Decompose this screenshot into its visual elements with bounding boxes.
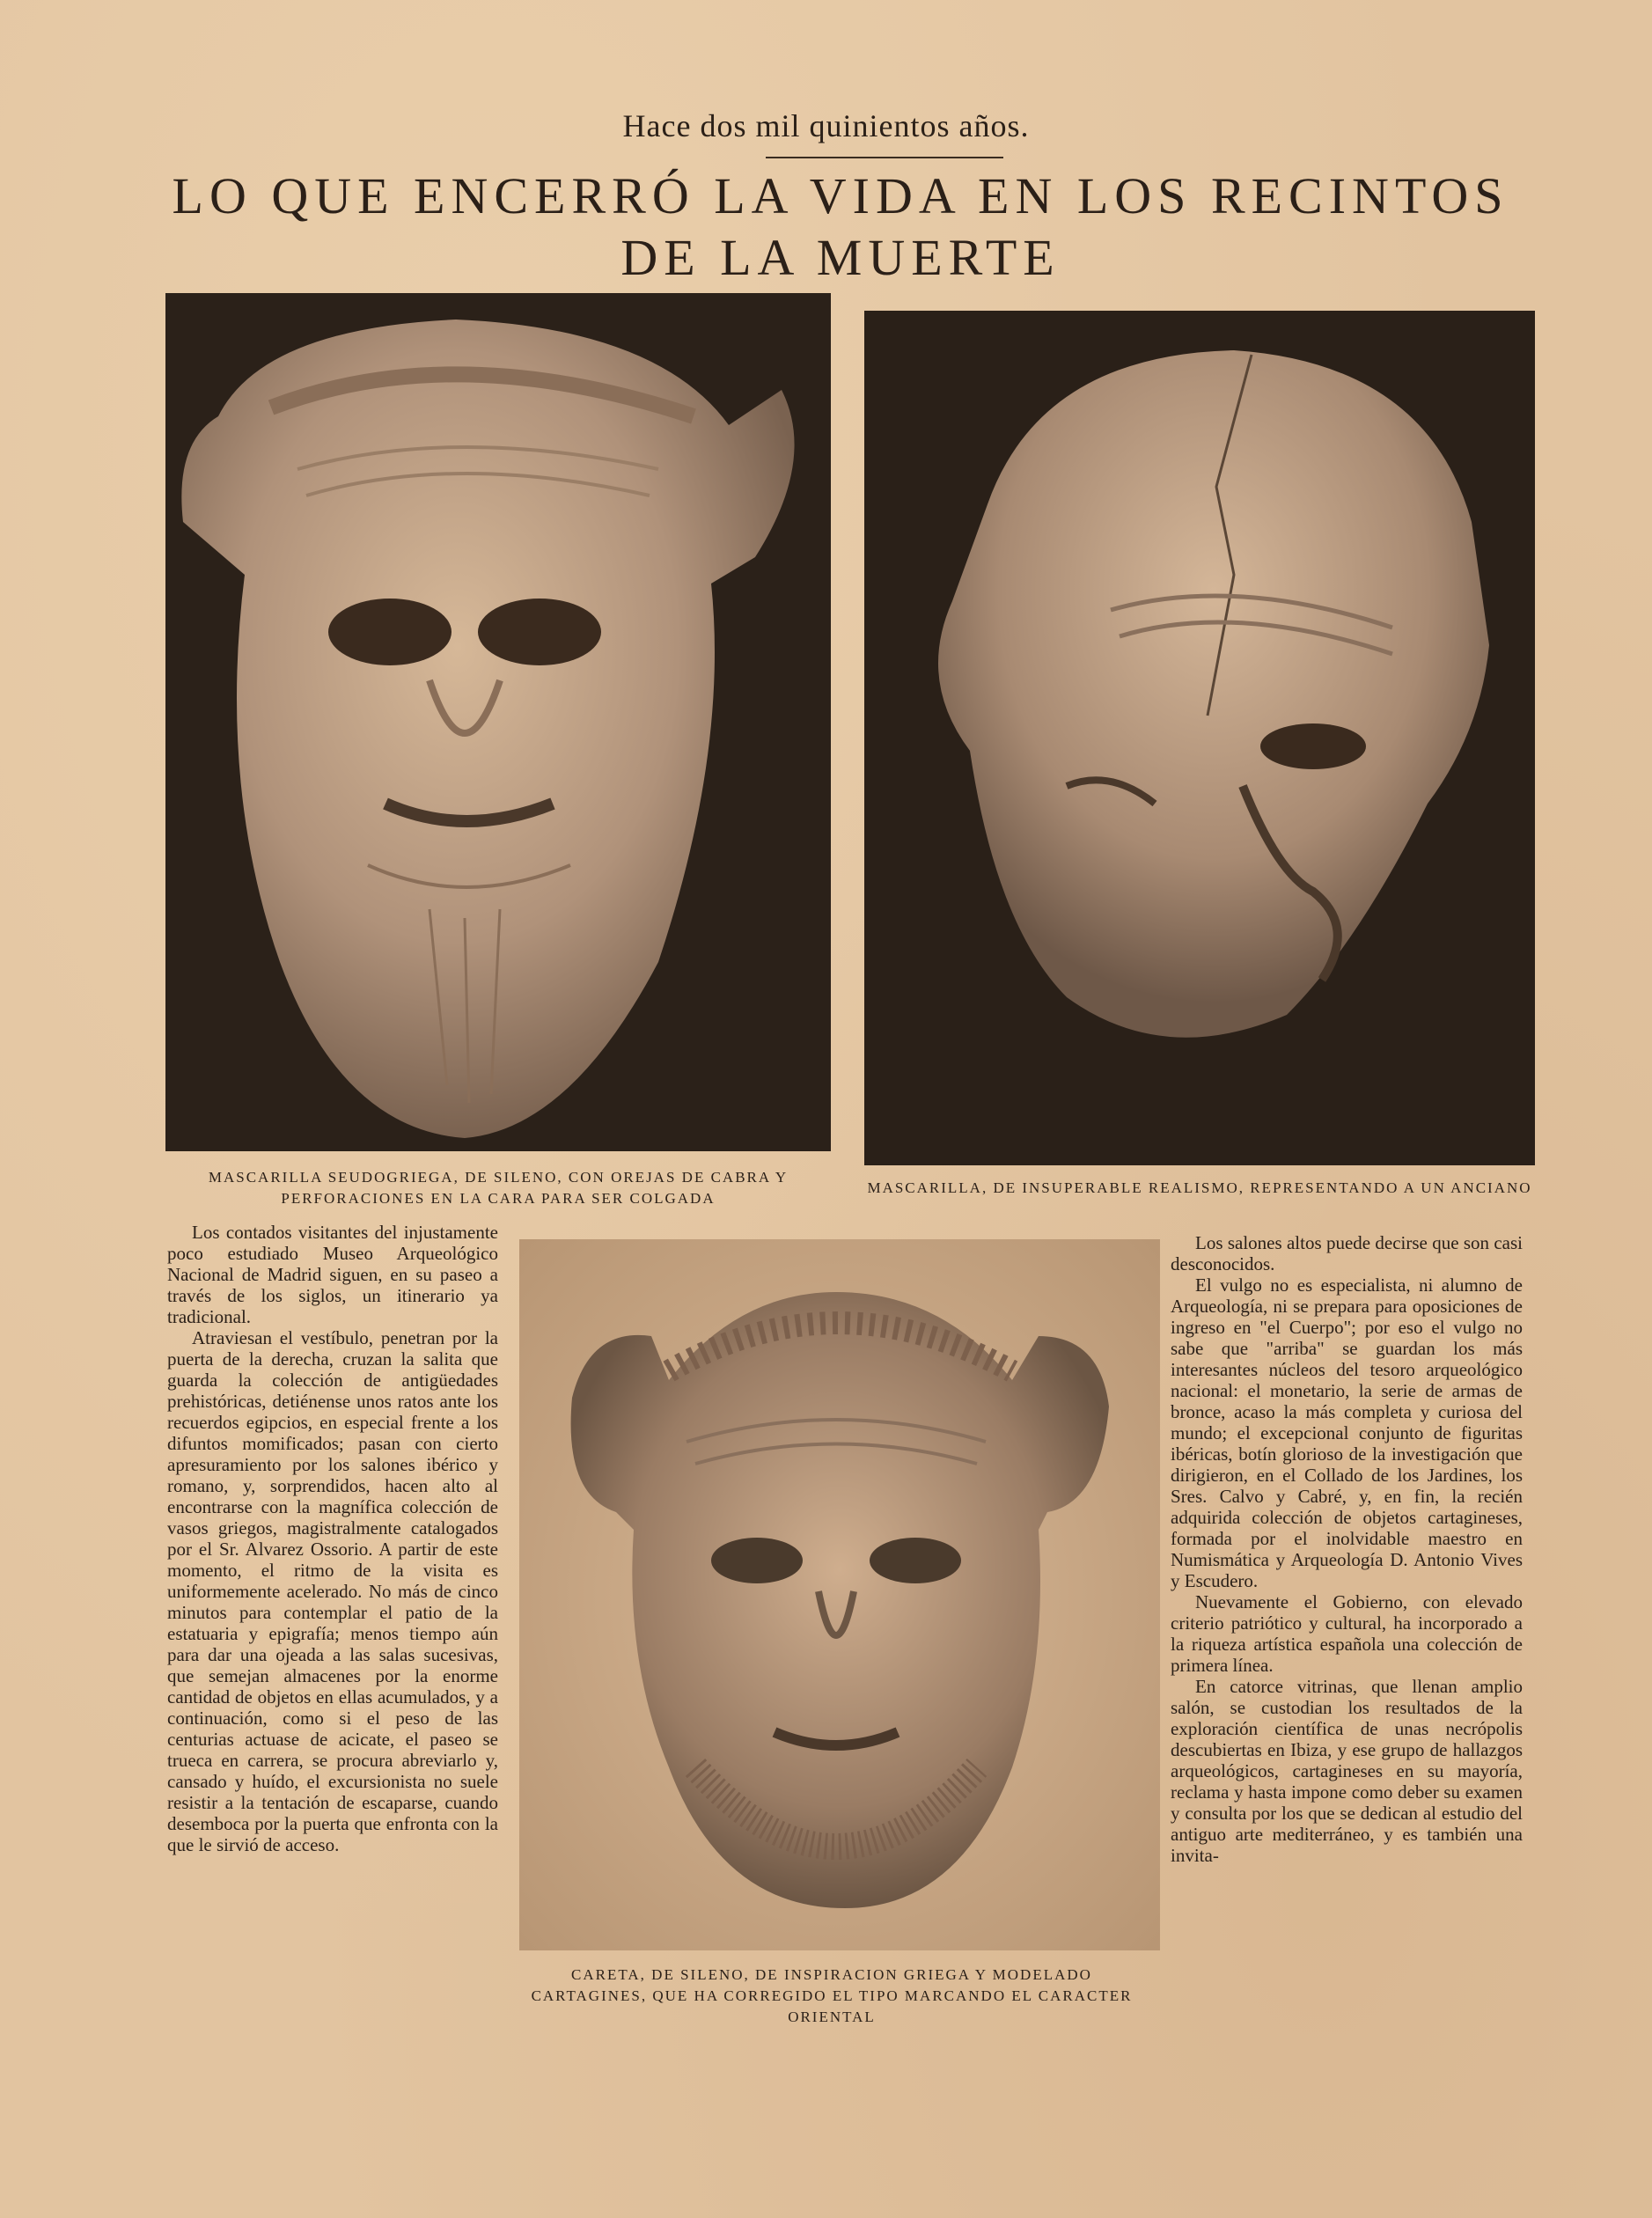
mask-photo-old-man bbox=[864, 311, 1535, 1165]
kicker: Hace dos mil quinientos años. bbox=[622, 108, 1030, 143]
article-column-left bbox=[167, 1222, 498, 1855]
page-title bbox=[123, 165, 1558, 289]
article-paragraph: En catorce vitrinas, que llenan amplio salón, se custodian los resultados de la exploración científica de unas necrópolis descubiertas en Ibiza, y ese grupo de hallazgos arqueológicos, cartagineses en su mayoría, reclama y hasta impone como deber su examen y consulta por los que se dedican al estudio del antiguo arte mediterráneo, y es también una invita- bbox=[1171, 1676, 1523, 1866]
article-paragraph: Los salones altos puede decirse que son casi desconocidos. bbox=[1171, 1232, 1523, 1274]
article-paragraph: Los contados visitantes del injustamente poco estudiado Museo Arqueológico Nacional de Madrid siguen, en su paseo a través de los siglos, un itinerario ya tradicional. bbox=[167, 1222, 498, 1327]
title-line-1: LO QUE ENCERRÓ LA VIDA EN LOS RECINTOS bbox=[172, 167, 1509, 224]
caption-figure-2: MASCARILLA, DE INSUPERABLE REALISMO, REPRESENTANDO A UN ANCIANO bbox=[867, 1179, 1532, 1196]
article-column-right bbox=[1171, 1232, 1523, 1866]
caption-figure-1: MASCARILLA SEUDOGRIEGA, DE SILENO, CON OREJAS DE CABRA Y PERFORACIONES EN LA CARA PARA SER COLGADA bbox=[208, 1169, 789, 1207]
kicker-underline bbox=[766, 157, 1003, 158]
article-paragraph: Nuevamente el Gobierno, con elevado criterio patriótico y cultural, ha incorporado a la riqueza artística española una colección de primera línea. bbox=[1171, 1591, 1523, 1676]
caption-figure-3: CARETA, DE SILENO, DE INSPIRACION GRIEGA Y MODELADO CARTAGINES, QUE HA CORREGIDO EL TIPO MARCANDO EL CARACTER ORIENTAL bbox=[531, 1966, 1133, 2025]
article-paragraph: Atraviesan el vestíbulo, penetran por la puerta de la derecha, cruzan la salita que guarda la colección de antigüedades prehistóricas, detiénense unos ratos ante los recuerdos egipcios, en especial frente a los difuntos momificados; pasan con cierto apresuramiento por los salones ibérico y romano, y, sorprendidos, hacen alto al encontrarse con la magnífica colección de vasos griegos, magistralmente catalogados por el Sr. Alvarez Ossorio. A partir de este momento, el ritmo de la visita es uniformemente acelerado. No más de cinco minutos para contemplar el patio de la estatuaria y epigrafía; menos tiempo aún para dar una ojeada a las salas sucesivas, que semejan almacenes por la enorme cantidad de objetos en ellas acumulados, y a continuación, como si el peso de las centurias actuase de acicate, el paseo se trueca en carrera, se procura abreviarlo y, cansado y huído, el excursionista no suele resistir a la tentación de escaparse, cuando desemboca por la puerta que enfronta con la que le sirvió de acceso. bbox=[167, 1327, 498, 1855]
title-line-2: DE LA MUERTE bbox=[620, 229, 1061, 286]
article-paragraph: El vulgo no es especialista, ni alumno de Arqueología, ni se prepara para oposiciones de ingreso en "el Cuerpo"; por eso el vulgo no sabe que "arriba" se guardan los más interesantes núcleos del tesoro arqueológico nacional: el monetario, la serie de armas de bronce, acaso la más completa y curiosa del mundo; el excepcional conjunto de figuritas ibéricas, botín glorioso de la investigación que dirigieron, en el Collado de los Jardines, los Sres. Calvo y Cabré, y, en fin, la recién adquirida colección de objetos cartagineses, formada por el inolvidable maestro en Numismática y Arqueología D. Antonio Vives y Escudero. bbox=[1171, 1274, 1523, 1591]
mask-photo-carthaginian-silenus bbox=[519, 1239, 1160, 1950]
mask-photo-silenus bbox=[165, 293, 831, 1151]
